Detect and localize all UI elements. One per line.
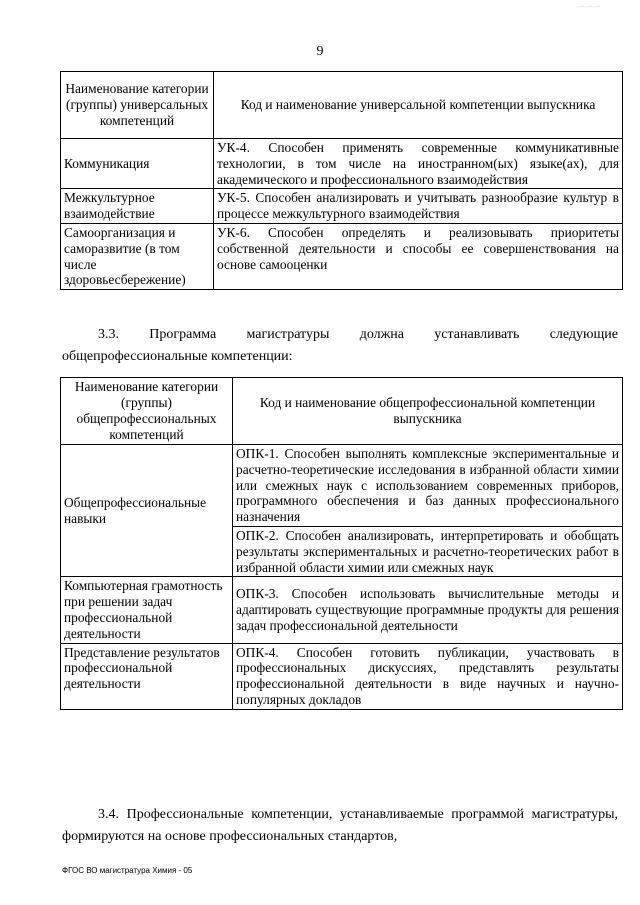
paragraph-3-4: 3.4. Профессиональные компетенции, устанавливаемые программой магистратуры, формируются на основе профессиональных стандартов, bbox=[62, 807, 618, 844]
header-category: Наименование категории (группы) универсальных компетенций bbox=[61, 72, 214, 139]
category-cell: Коммуникация bbox=[61, 139, 214, 189]
competence-cell: ОПК-3. Способен использовать вычислительные методы и адаптировать существующие программные продукты для решения задач профессиональной деятельности bbox=[233, 577, 623, 643]
category-cell: Общепрофессиональные навыки bbox=[61, 445, 233, 577]
table-row bbox=[61, 223, 623, 289]
table-header-row bbox=[61, 72, 623, 139]
footer: ФГОС ВО магистратура Химия - 05 bbox=[62, 866, 193, 875]
universal-competences-table bbox=[60, 71, 623, 290]
competence-cell: УК-5. Способен анализировать и учитывать разнообразие культур в процессе межкультурного взаимодействия bbox=[214, 189, 623, 224]
header-category: Наименование категории (группы) общепрофессиональных компетенций bbox=[61, 378, 233, 445]
competence-cell: ОПК-1. Способен выполнять комплексные экспериментальные и расчетно-теоретические исследования в избранной области химии или смежных наук с использованием современных приборов, программного обеспечения и баз данных профессионального назначения bbox=[233, 445, 623, 527]
scan-artifact: . . . . . . bbox=[578, 0, 600, 9]
competence-cell: ОПК-2. Способен анализировать, интерпретировать и обобщать результаты экспериментальных и расчетно-теоретических работ в избранной области химии или смежных наук bbox=[233, 526, 623, 576]
category-cell: Самоорганизация и саморазвитие (в том числе здоровьесбережение) bbox=[61, 223, 214, 289]
table-row bbox=[61, 577, 623, 643]
category-cell: Компьютерная грамотность при решении задач профессиональной деятельности bbox=[61, 577, 233, 643]
competence-cell: УК-6. Способен определять и реализовывать приоритеты собственной деятельности и способы ее совершенствования на основе самооценки bbox=[214, 223, 623, 289]
table-row bbox=[61, 139, 623, 189]
table-row bbox=[61, 643, 623, 709]
page-number: 9 bbox=[316, 44, 324, 59]
category-cell: Представление результатов профессиональной деятельности bbox=[61, 643, 233, 709]
competence-cell: ОПК-4. Способен готовить публикации, участвовать в профессиональных дискуссиях, представлять результаты профессиональной деятельности в виде научных и научно-популярных докладов bbox=[233, 643, 623, 709]
table-row bbox=[61, 189, 623, 224]
general-professional-competences-table bbox=[60, 377, 623, 710]
header-competence: Код и наименование универсальной компетенции выпускника bbox=[214, 72, 623, 139]
header-competence: Код и наименование общепрофессиональной компетенции выпускника bbox=[233, 378, 623, 445]
table-header-row bbox=[61, 378, 623, 445]
table-row bbox=[61, 445, 623, 527]
category-cell: Межкультурное взаимодействие bbox=[61, 189, 214, 224]
paragraph-3-3: 3.3. Программа магистратуры должна устанавливать следующие общепрофессиональные компетенции: bbox=[62, 327, 618, 364]
competence-cell: УК-4. Способен применять современные коммуникативные технологии, в том числе на иностранном(ых) языке(ах), для академического и профессионального взаимодействия bbox=[214, 139, 623, 189]
